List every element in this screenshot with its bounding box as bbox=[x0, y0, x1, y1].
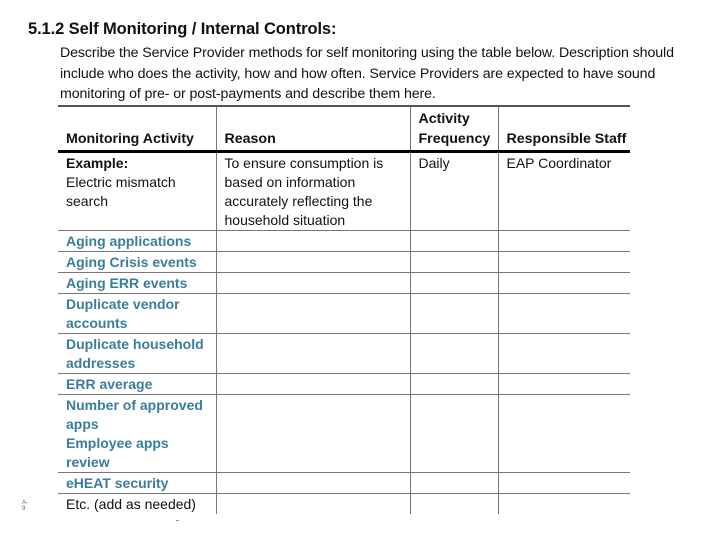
frequency-cell[interactable] bbox=[410, 374, 498, 395]
staff-cell[interactable] bbox=[498, 374, 630, 395]
table-row bbox=[58, 273, 630, 294]
table-header-row bbox=[58, 106, 630, 152]
reason-cell[interactable] bbox=[216, 294, 410, 334]
reason-cell[interactable] bbox=[216, 395, 410, 473]
table-row bbox=[58, 334, 630, 374]
staff-cell[interactable] bbox=[498, 231, 630, 252]
activity-eheat-security: eHEAT security bbox=[66, 475, 169, 491]
frequency-cell[interactable] bbox=[410, 494, 498, 515]
reason-cell[interactable] bbox=[216, 473, 410, 494]
reason-cell[interactable] bbox=[216, 231, 410, 252]
monitoring-table bbox=[58, 105, 630, 514]
activity-duplicate-household-addresses: Duplicate household addresses bbox=[66, 336, 204, 371]
example-frequency: Daily bbox=[410, 152, 498, 231]
activity-err-average: ERR average bbox=[66, 376, 153, 392]
table-row bbox=[58, 494, 630, 515]
activity-aging-crisis-events: Aging Crisis events bbox=[66, 254, 197, 270]
table-row bbox=[58, 395, 630, 473]
frequency-cell[interactable] bbox=[410, 473, 498, 494]
header-activity-frequency: Activity Frequency bbox=[410, 106, 498, 152]
example-activity: Electric mismatch search bbox=[66, 174, 176, 209]
example-reason: To ensure consumption is based on information accurately reflecting the household situation bbox=[216, 152, 410, 231]
activity-employee-apps-review-text: Employee apps review bbox=[66, 435, 169, 470]
reason-cell[interactable] bbox=[216, 374, 410, 395]
frequency-cell[interactable] bbox=[410, 252, 498, 273]
example-staff: EAP Coordinator bbox=[498, 152, 630, 231]
example-label: Example: bbox=[66, 155, 129, 171]
activity-number-of-approved-apps-text: Number of approved apps bbox=[66, 397, 203, 432]
page-footer-mark: A-9 bbox=[22, 500, 28, 512]
frequency-cell[interactable] bbox=[410, 334, 498, 374]
table-row bbox=[58, 374, 630, 395]
header-monitoring-activity: Monitoring Activity bbox=[58, 106, 216, 152]
table-row bbox=[58, 473, 630, 494]
staff-cell[interactable] bbox=[498, 395, 630, 473]
frequency-cell[interactable] bbox=[410, 294, 498, 334]
staff-cell[interactable] bbox=[498, 494, 630, 515]
frequency-cell[interactable] bbox=[410, 273, 498, 294]
staff-cell[interactable] bbox=[498, 273, 630, 294]
activity-aging-err-events: Aging ERR events bbox=[66, 275, 188, 291]
reason-cell[interactable] bbox=[216, 273, 410, 294]
table-row bbox=[58, 294, 630, 334]
reason-cell[interactable] bbox=[216, 334, 410, 374]
frequency-cell[interactable] bbox=[410, 395, 498, 473]
header-reason: Reason bbox=[216, 106, 410, 152]
decorative-dot bbox=[176, 520, 179, 521]
section-description: Describe the Service Provider methods for self monitoring using the table below. Description should include who does the activity, how and how often. Service Providers are expected to have sound monitoring of pre- or post-payments and describe them here. bbox=[60, 45, 674, 102]
staff-cell[interactable] bbox=[498, 334, 630, 374]
staff-cell[interactable] bbox=[498, 473, 630, 494]
table-row bbox=[58, 231, 630, 252]
section-heading: 5.1.2 Self Monitoring / Internal Controls: bbox=[28, 20, 337, 38]
activity-number-of-approved-apps bbox=[58, 395, 216, 473]
reason-cell[interactable] bbox=[216, 494, 410, 515]
table-row bbox=[58, 252, 630, 273]
example-activity-cell bbox=[58, 152, 216, 231]
reason-cell[interactable] bbox=[216, 252, 410, 273]
activity-aging-applications: Aging applications bbox=[66, 233, 192, 249]
staff-cell[interactable] bbox=[498, 294, 630, 334]
example-row bbox=[58, 152, 630, 231]
header-responsible-staff: Responsible Staff bbox=[498, 106, 630, 152]
staff-cell[interactable] bbox=[498, 252, 630, 273]
frequency-cell[interactable] bbox=[410, 231, 498, 252]
activity-duplicate-vendor-accounts: Duplicate vendor accounts bbox=[66, 296, 180, 331]
activity-add-as-needed: Etc. (add as needed) bbox=[66, 496, 196, 512]
